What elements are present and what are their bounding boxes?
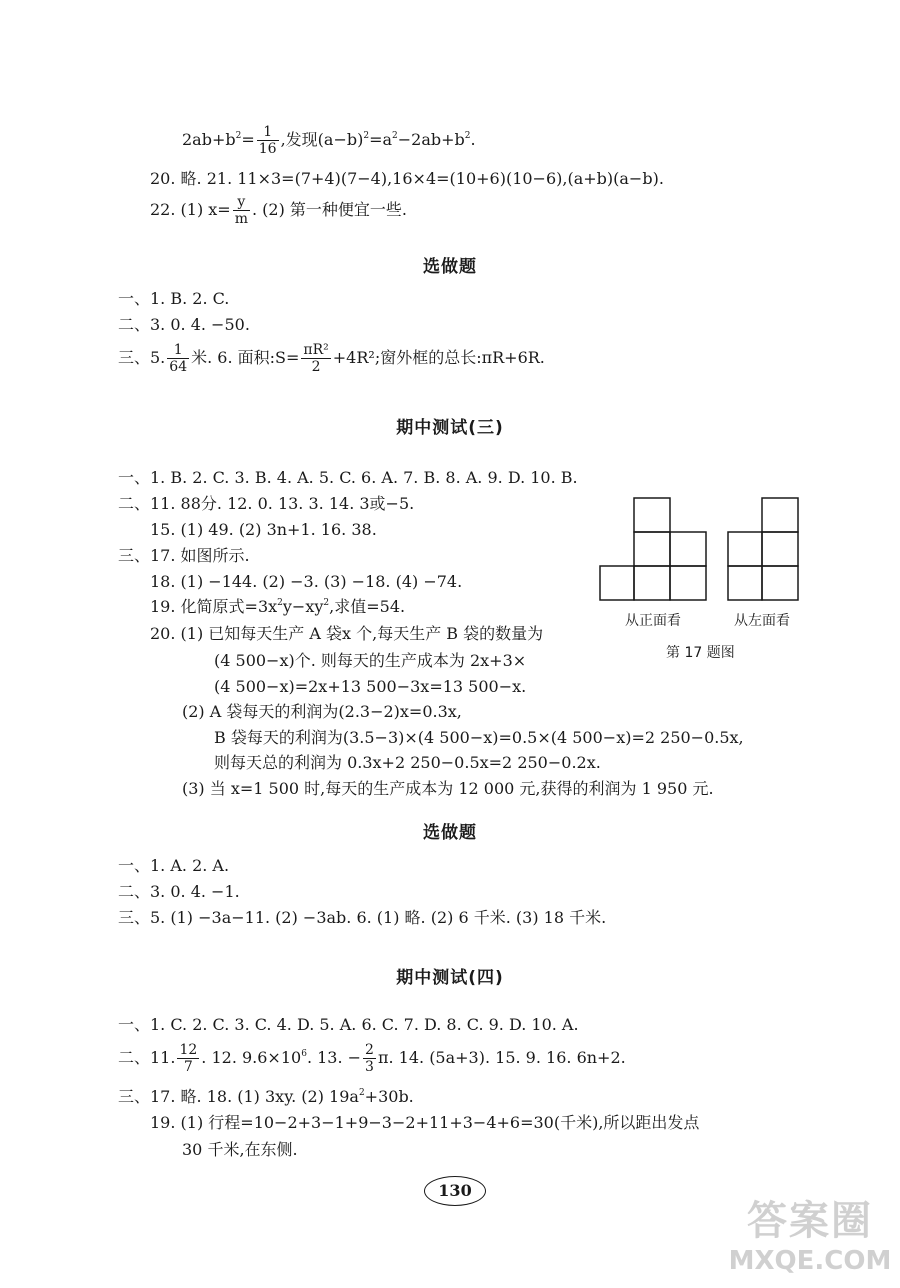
optional-1-line-3: 三、5. $\frac{1}{64}$ 米. 6. 面积:S= $\frac{\text{πR²}}{2}$ +4R²;窗外框的总长:πR+6R.: [118, 342, 545, 375]
section-heading-midterm-3: 期中测试(三): [396, 418, 504, 438]
section-heading-optional-1: 选做题: [423, 257, 477, 277]
midterm-3-line-11: B 袋每天的利润为(3.5−3)×(4 500−x)=0.5×(4 500−x)=2 250−0.5x,: [214, 728, 744, 747]
left-view-label: 从左面看: [734, 613, 790, 629]
midterm-3-line-13: (3) 当 x=1 500 时,每天的生产成本为 12 000 元,获得的利润为 1 950 元.: [182, 779, 714, 798]
optional-2-line-2: 二、3. 0. 4. −1.: [118, 882, 240, 901]
figure-caption: 第 17 题图: [666, 645, 735, 661]
fraction: $\frac{1}{16}$: [258, 124, 277, 157]
midterm-3-line-1: 一、1. B. 2. C. 3. B. 4. A. 5. C. 6. A. 7. B. 8. A. 9. D. 10. B.: [118, 468, 578, 487]
midterm-3-line-4: 三、17. 如图所示.: [118, 546, 250, 565]
midterm-3-line-12: 则每天总的利润为 0.3x+2 250−0.5x=2 250−0.2x.: [214, 753, 601, 772]
midterm-3-line-3: 15. (1) 49. (2) 3n+1. 16. 38.: [150, 520, 377, 539]
answer-line-22: 22. (1) x= $\frac{y}{m}$ . (2) 第一种便宜一些.: [150, 194, 408, 227]
midterm-3-line-8: (4 500−x)个. 则每天的生产成本为 2x+3×: [214, 651, 527, 670]
optional-1-line-1: 一、1. B. 2. C.: [118, 289, 230, 308]
midterm-4-line-5: 30 千米,在东侧.: [182, 1140, 298, 1159]
midterm-4-line-4: 19. (1) 行程=10−2+3−1+9−3−2+11+3−4+6=30(千米),所以距出发点: [150, 1113, 700, 1132]
page-number: 130: [424, 1176, 486, 1206]
figure-17-views: [596, 494, 806, 602]
midterm-3-line-6: 19. 化简原式$=3x^2y-xy^2$,求值=54.: [150, 597, 406, 616]
front-view-grid: [600, 498, 706, 600]
optional-2-line-1: 一、1. A. 2. A.: [118, 856, 230, 875]
fraction: $\frac{y}{m}$: [234, 194, 248, 227]
midterm-3-line-2: 二、11. 88分. 12. 0. 13. 3. 14. 3或−5.: [118, 494, 415, 513]
watermark-text: 答案圈: [747, 1198, 873, 1244]
fraction: $\frac{\text{πR²}}{2}$: [303, 342, 329, 375]
midterm-3-line-9: (4 500−x)=2x+13 500−3x=13 500−x.: [214, 677, 527, 696]
answer-line-19-end: $2ab+b^2=$ $\frac{1}{16}$ ,发现$(a-b)^2=a^2-2ab+b^2$.: [182, 124, 476, 157]
midterm-4-line-2: 二、11. $\frac{12}{7}$ . 12. $9.6\times 10^6$. 13. − $\frac{2}{3}$ π. 14. (5a+3). 15. 9. 16. 6n+2.: [118, 1042, 626, 1075]
midterm-3-line-7: 20. (1) 已知每天生产 A 袋x 个,每天生产 B 袋的数量为: [150, 624, 544, 643]
front-view-label: 从正面看: [625, 613, 681, 629]
fraction: $\frac{12}{7}$: [179, 1042, 198, 1075]
midterm-3-line-5: 18. (1) −144. (2) −3. (3) −18. (4) −74.: [150, 572, 463, 591]
fraction: $\frac{2}{3}$: [365, 1042, 374, 1075]
midterm-4-line-3: 三、17. 略. 18. (1) 3xy. (2) $19a^2+30b$.: [118, 1087, 414, 1106]
watermark-url: MXQE.COM: [728, 1246, 892, 1276]
watermark-logo: [720, 1196, 900, 1288]
optional-1-line-2: 二、3. 0. 4. −50.: [118, 315, 250, 334]
answer-line-20-21: 20. 略. 21. 11×3=(7+4)(7−4),16×4=(10+6)(10−6),(a+b)(a−b).: [150, 169, 664, 188]
optional-2-line-3: 三、5. (1) −3a−11. (2) −3ab. 6. (1) 略. (2) 6 千米. (3) 18 千米.: [118, 908, 607, 927]
midterm-4-line-1: 一、1. C. 2. C. 3. C. 4. D. 5. A. 6. C. 7. D. 8. C. 9. D. 10. A.: [118, 1015, 579, 1034]
fraction: $\frac{1}{64}$: [169, 342, 188, 375]
section-heading-midterm-4: 期中测试(四): [396, 968, 504, 988]
section-heading-optional-2: 选做题: [423, 823, 477, 843]
midterm-3-line-10: (2) A 袋每天的利润为(2.3−2)x=0.3x,: [182, 702, 462, 721]
left-view-grid: [728, 498, 798, 600]
